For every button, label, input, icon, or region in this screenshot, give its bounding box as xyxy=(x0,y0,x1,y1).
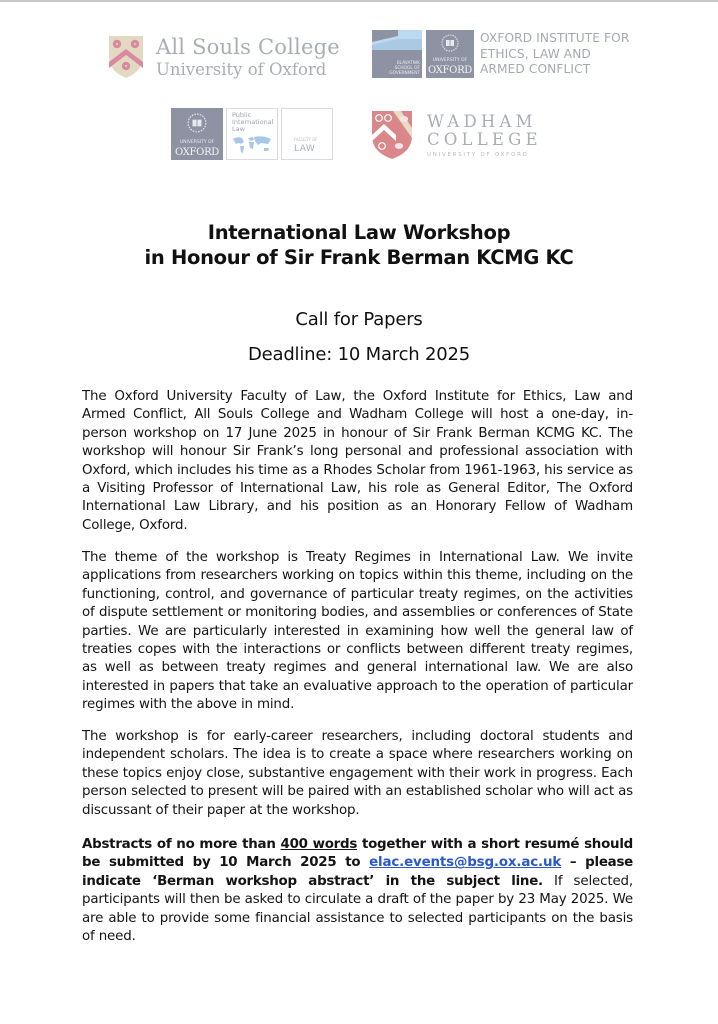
university-of-oxford-logo xyxy=(426,30,474,78)
elac-name-line: OXFORD INSTITUTE FOR xyxy=(480,31,630,45)
call-for-papers-heading: Call for Papers xyxy=(295,309,423,330)
window-top-border xyxy=(0,0,718,2)
paragraph-submission xyxy=(82,836,633,946)
oxford-big-label: OXFORD xyxy=(427,65,473,76)
submission-bold-text: Abstracts of no more than xyxy=(82,837,281,852)
submission-bold-text: together with a short resumé should be submitted by 10 March 2025 to xyxy=(82,837,633,871)
submission-regular-text: If selected, participants will then be asked to circulate a draft of the paper by 23 May 2025. We are able to provide some financial assistance to selected participants on the basis of need. xyxy=(82,873,633,945)
paragraph-audience: The workshop is for early-career researchers, including doctoral students and independent scholars. The idea is to create a space where researchers working on these topics enjoy close, substantive engagement with their work in progress. Each person selected to present will be paired with an established scholar who will act as discussant of their paper at the workshop. xyxy=(82,729,633,818)
blavatnik-line: GOVERNMENT xyxy=(389,71,420,76)
oxford-crest-icon xyxy=(441,34,459,52)
paragraph-intro: The Oxford University Faculty of Law, the Oxford Institute for Ethics, Law and Armed Conflict, All Souls College and Wadham College will host a one-day, in-person workshop on 17 June 2025 in honour of Sir Frank Berman KCMG KC. The workshop will honour Sir Frank’s long personal and professional association with Oxford, which includes his time as a Rhodes Scholar from 1961-1963, his service as a Visiting Professor of International Law, his role as General Editor, The Oxford International Law Library, and his position as an Honorary Fellow of Wadham College, Oxford. xyxy=(82,389,633,533)
pil-line: International xyxy=(232,117,274,126)
elac-name-line: ETHICS, LAW AND xyxy=(480,46,591,61)
title-line-1: International Law Workshop xyxy=(207,221,511,244)
wadham-college-word: COLLEGE xyxy=(427,129,542,149)
faculty-of-label: FACULTY OF xyxy=(294,137,318,142)
pil-line: Law xyxy=(232,124,245,133)
word-limit: 400 words xyxy=(280,837,358,852)
oxford-big-label: OXFORD xyxy=(174,147,220,158)
wadham-shield-icon xyxy=(371,110,413,160)
deadline-heading: Deadline: 10 March 2025 xyxy=(247,344,471,365)
oxford-crest-icon xyxy=(187,113,207,133)
wadham-name: WADHAM xyxy=(427,111,537,131)
oxford-small-label: UNIVERSITY OF xyxy=(432,58,468,63)
wadham-college-logo xyxy=(371,110,542,160)
wadham-university: UNIVERSITY OF OXFORD xyxy=(427,151,529,158)
university-of-oxford-logo xyxy=(171,108,223,160)
email-link[interactable]: elac.events@bsg.ox.ac.uk xyxy=(369,855,562,871)
pil-line: Public xyxy=(232,111,252,119)
elac-name-line: ARMED CONFLICT xyxy=(480,62,591,76)
all-souls-name: All Souls College xyxy=(156,34,340,59)
blavatnik-line: SCHOOL OF xyxy=(394,66,420,71)
faculty-of-law-logo xyxy=(281,108,333,160)
public-international-law-logo xyxy=(226,108,278,160)
blavatnik-school-logo xyxy=(372,30,422,78)
all-souls-university: University of Oxford xyxy=(156,59,327,79)
document-title xyxy=(0,220,718,270)
title-line-2: in Honour of Sir Frank Berman KCMG KC xyxy=(144,246,574,269)
blavatnik-band-icon xyxy=(372,30,422,50)
faculty-logo-group xyxy=(171,108,333,160)
all-souls-shield-icon xyxy=(108,35,144,79)
elac-logo-group xyxy=(372,30,629,78)
world-map-icon xyxy=(231,135,273,155)
subject-line-instruction: – please indicate ‘Berman workshop abstract’ in the subject line. xyxy=(82,855,633,889)
paragraph-theme: The theme of the workshop is Treaty Regimes in International Law. We invite applications from researchers working on topics within this theme, including on the functioning, control, and governance of particular treaty regimes, on the activities of dispute settlement or monitoring bodies, and assemblies or conferences of State parties. We are particularly interested in examining how well the general law of treaties copes with the interactions or conflicts between different treaty regimes, as well as between treaty regimes and general international law. We are also interested in papers that take an evaluative approach to the operation of particular regimes with the above in mind. xyxy=(82,550,633,713)
law-label: LAW xyxy=(294,144,316,154)
blavatnik-line: BLAVATNIK xyxy=(396,61,420,66)
oxford-small-label: UNIVERSITY OF xyxy=(179,140,215,145)
all-souls-college-logo xyxy=(108,35,340,79)
